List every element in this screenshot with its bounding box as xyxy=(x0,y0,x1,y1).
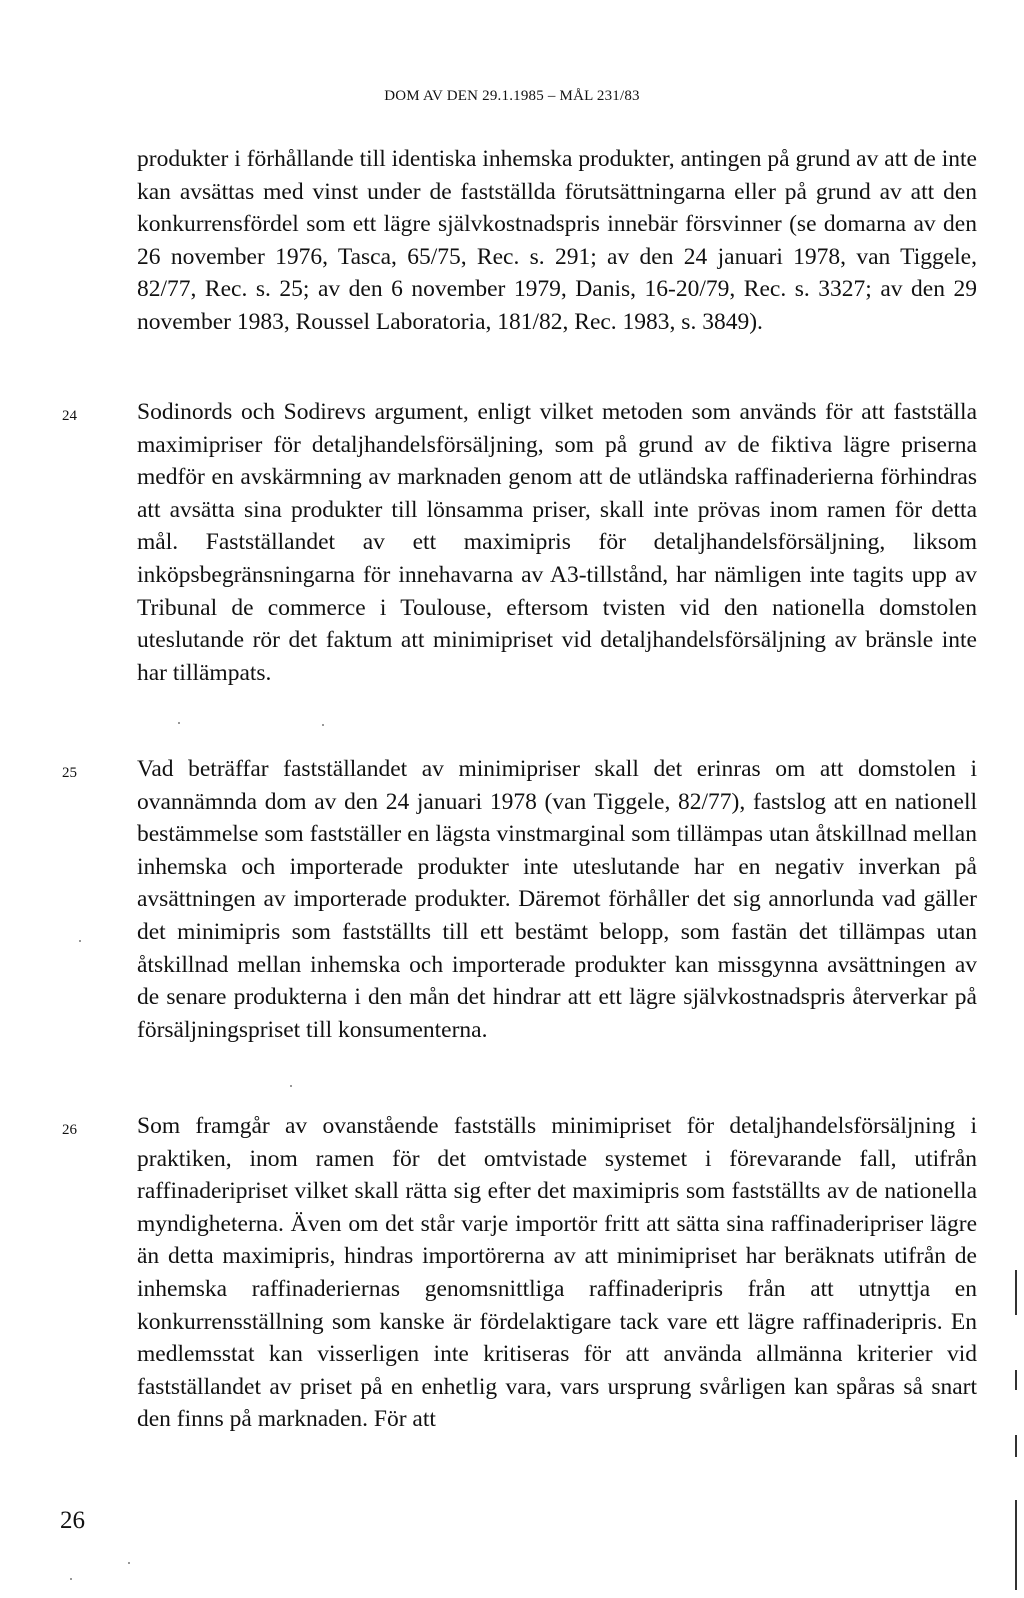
page-number: 26 xyxy=(60,1507,85,1534)
margin-revision-bar xyxy=(1015,1370,1017,1390)
paragraph-26: Som framgår av ovanstående fastställs minimipriset för detaljhandelsförsäljning i praktiken, inom ramen för det omtvistade systemet i förevarande fall, utifrån raffinaderipriset vilket skall rätta sig efter det maximipris som fastställts av de nationella myndigheterna. Även om det står varje importör fritt att sätta sina raffinaderipriser lägre än detta maximipris, hindras importörerna av att minimipriset har beräknats utifrån de inhemska raffinaderiernas genomsnittliga raffinaderipris från att utnyttja en konkurrensställning som kanske är fördelaktigare tack vare ett lägre raffinaderipris. En medlemsstat kan visserligen inte kritiseras för att använda allmänna kriterier vid fastställandet av priset på en enhetlig vara, vars ursprung svårligen kan spåras så snart den finns på marknaden. För att xyxy=(137,1113,977,1433)
paragraph-number-24: 24 xyxy=(62,408,77,424)
paragraph-continued: produkter i förhållande till identiska inhemska produkter, antingen på grund av att de inte kan avsättas med vinst under de fastställda förutsättningarna eller på grund av att den konkurrensfördel som ett lägre självkostnadspris innebär försvinner (se domarna av den 26 november 1976, Tasca, 65/75, Rec. s. 291; av den 24 januari 1978, van Tiggele, 82/77, Rec. s. 25; av den 6 november 1979, Danis, 16-20/79, Rec. s. 3327; av den 29 november 1983, Roussel Laboratoria, 181/82, Rec. 1983, s. 3849). xyxy=(137,146,977,335)
paragraph-number-26: 26 xyxy=(62,1122,77,1138)
scan-speck xyxy=(178,722,180,724)
margin-revision-bar xyxy=(1015,1270,1017,1315)
margin-revision-bar xyxy=(1015,1435,1017,1457)
scan-speck xyxy=(322,724,324,726)
scan-speck xyxy=(70,1578,72,1580)
paragraph-25: Vad beträffar fastställandet av minimipriser skall det erinras om att domstolen i ovannämnda dom av den 24 januari 1978 (van Tiggele, 82/77), fastslog att en nationell bestämmelse som fastställer en lägsta vinstmarginal som tillämpas utan åtskillnad mellan inhemska och importerade produkter inte uteslutande har en negativ inverkan på avsättningen av importerade produkter. Däremot förhåller det sig annorlunda vad gäller det minimipris som fastställts till ett bestämt belopp, som fastän det tillämpas utan åtskillnad mellan inhemska och importerade produkter kan missgynna avsättningen av de senare produkterna i den mån det hindrar att ett lägre självkostnadspris återverkar på försäljningspriset till konsumenterna. xyxy=(137,756,977,1043)
running-header: DOM AV DEN 29.1.1985 – MÅL 231/83 xyxy=(384,88,640,104)
paragraph-24: Sodinords och Sodirevs argument, enligt vilket metoden som används för att fastställa maximipriser för detaljhandelsförsäljning, som på grund av de fiktiva lägre priserna medför en avskärmning av marknaden genom att de utländska raffinaderierna förhindras att avsätta sina produkter till lönsamma priser, skall inte prövas inom ramen för detta mål. Fastställandet av ett maximipris för detaljhandelsförsäljning, liksom inköpsbegränsningarna för innehavarna av A3-tillstånd, har nämligen inte tagits upp av Tribunal de commerce i Toulouse, eftersom tvisten vid den nationella domstolen uteslutande rör det faktum att minimipriset vid detaljhandelsförsäljning av bränsle inte har tillämpats. xyxy=(137,399,977,686)
paragraph-number-25: 25 xyxy=(62,765,77,781)
scan-speck xyxy=(290,1085,292,1087)
scan-speck xyxy=(128,1562,130,1564)
scan-speck xyxy=(79,940,81,942)
margin-revision-bar xyxy=(1015,1500,1017,1590)
